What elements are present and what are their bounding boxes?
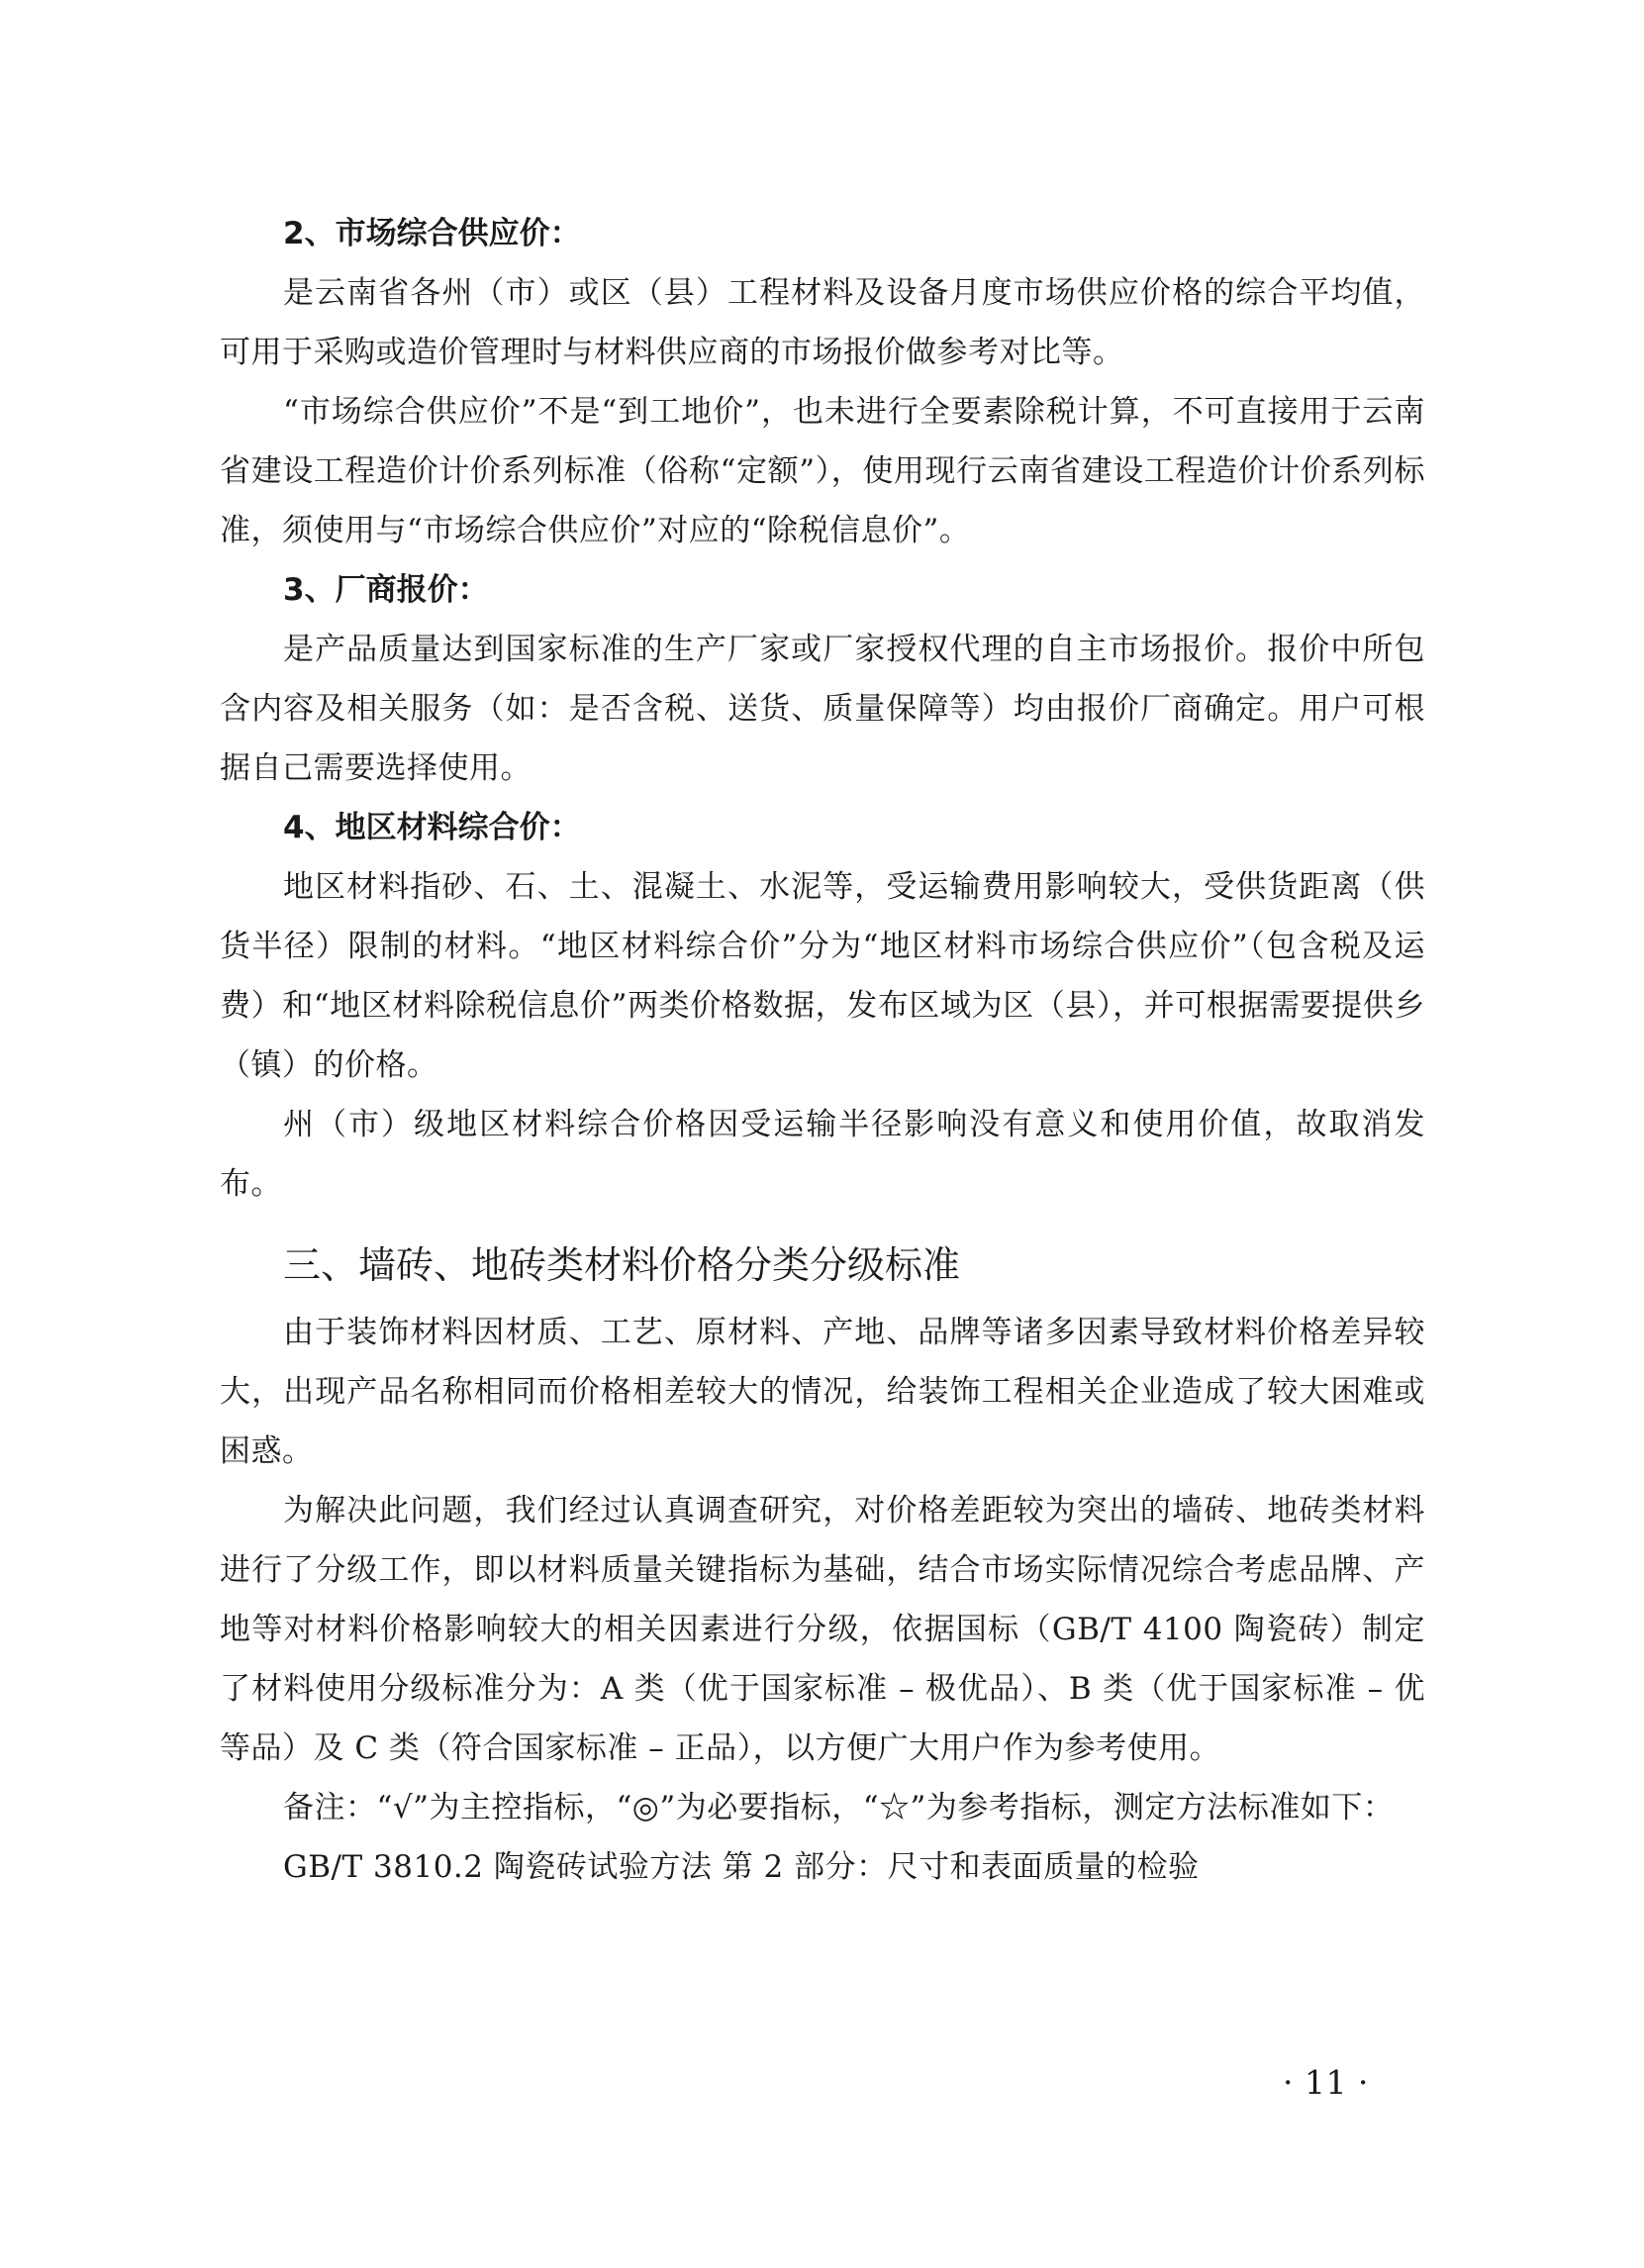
page-content	[220, 204, 1425, 1897]
section-heading-regional-material-price: 4、地区材料综合价：	[283, 810, 581, 845]
page-number: · 11 ·	[1283, 2063, 1369, 2102]
part-heading-tile-classification: 三、墙砖、地砖类材料价格分类分级标准	[283, 1243, 961, 1287]
paragraph-manufacturer-quote: 是产品质量达到国家标准的生产厂家或厂家授权代理的自主市场报价。报价中所包含内容及相关服务（如：是否含税、送货、质量保障等）均由报价厂商确定。用户可根据自己需要选择使用。	[220, 632, 1425, 786]
paragraph-tile-remarks: 备注：“√”为主控指标，“◎”为必要指标，“☆”为参考指标，测定方法标准如下：	[283, 1790, 1395, 1825]
paragraph-tile-grading: 为解决此问题，我们经过认真调查研究，对价格差距较为突出的墙砖、地砖类材料进行了分级工作，即以材料质量关键指标为基础，结合市场实际情况综合考虑品牌、产地等对材料价格影响较大的相关因素进行分级，依据国标（GB/T 4100 陶瓷砖）制定了材料使用分级标准分为：A 类（优于国家标准 – 极优品）、B 类（优于国家标准 – 优等品）及 C 类（符合国家标准 – 正品），以方便广大用户作为参考使用。	[220, 1493, 1425, 1766]
paragraph-market-price-definition: 是云南省各州（市）或区（县）工程材料及设备月度市场供应价格的综合平均值，可用于采购或造价管理时与材料供应商的市场报价做参考对比等。	[220, 275, 1425, 370]
section-heading-manufacturer-quote: 3、厂商报价：	[283, 572, 489, 608]
paragraph-tile-standard: GB/T 3810.2 陶瓷砖试验方法 第 2 部分：尺寸和表面质量的检验	[283, 1849, 1200, 1885]
paragraph-tile-background: 由于装饰材料因材质、工艺、原材料、产地、品牌等诸多因素导致材料价格差异较大，出现产品名称相同而价格相差较大的情况，给装饰工程相关企业造成了较大困难或困惑。	[220, 1315, 1425, 1469]
section-heading-market-price: 2、市场综合供应价：	[283, 216, 581, 251]
paragraph-regional-material-definition: 地区材料指砂、石、土、混凝土、水泥等，受运输费用影响较大，受供货距离（供货半径）限制的材料。“地区材料综合价”分为“地区材料市场综合供应价”（包含税及运费）和“地区材料除税信息价”两类价格数据，发布区域为区（县），并可根据需要提供乡（镇）的价格。	[220, 869, 1425, 1083]
paragraph-market-price-note: “市场综合供应价”不是“到工地价”，也未进行全要素除税计算，不可直接用于云南省建设工程造价计价系列标准（俗称“定额”），使用现行云南省建设工程造价计价系列标准，须使用与“市场综合供应价”对应的“除税信息价”。	[220, 394, 1425, 548]
paragraph-regional-material-note: 州（市）级地区材料综合价格因受运输半径影响没有意义和使用价值，故取消发布。	[220, 1107, 1425, 1202]
